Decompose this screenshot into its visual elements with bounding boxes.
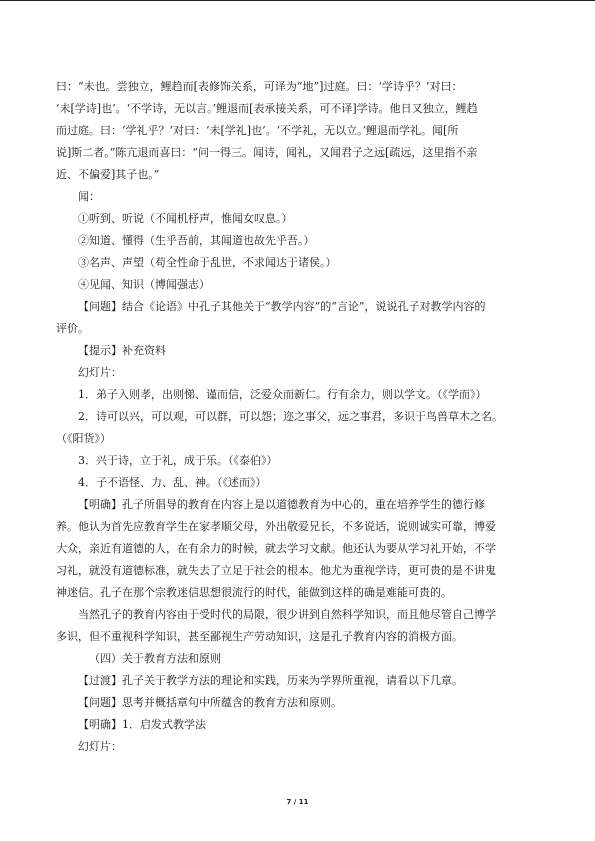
section-heading: （四）关于教育方法和原则 <box>89 652 221 665</box>
text-line: 养。他认为首先应教育学生在家孝顺父母，外出敬爱兄长，不多说话，说则诚实可靠，博爱 <box>56 520 496 533</box>
text-line: 说]斯二者。”陈亢退而喜曰：“问一得三。闻诗，闻礼，又闻君子之远[疏远，这里指不亲 <box>56 146 478 159</box>
page-top-border <box>0 0 595 1</box>
slide-item: 2．诗可以兴，可以观，可以群，可以怨；迩之事父，远之事君，多识于鸟兽草木之名。 <box>78 410 503 423</box>
answer-paragraph: 【明确】孔子所倡导的教育在内容上是以道德教育为中心的，重在培养学生的德行修 <box>78 498 485 511</box>
definition-item: ②知道、懂得（生乎吾前，其闻道也故先乎吾。） <box>78 234 315 247</box>
slide-item: 3．兴于诗，立于礼，成于乐。（《泰伯》） <box>78 454 278 467</box>
definition-item: ①听到、听说（不闻机杼声，惟闻女叹息。） <box>78 212 293 225</box>
text-line: 多识，但不重视科学知识，甚至鄙视生产劳动知识，这是孔子教育内容的消极方面。 <box>56 630 463 643</box>
text-line: 近、不偏爱]其子也。” <box>56 168 160 181</box>
text-line: ‘未[学诗]也’。‘不学诗，无以言。’鲤退而[表承接关系，可不译]学诗。他日又独立，鲤趋 <box>56 102 478 115</box>
definition-heading: 闻： <box>78 190 100 203</box>
definition-item: ③名声、声望（苟全性命于乱世，不求闻达于诸侯。） <box>78 256 337 269</box>
slide-item: 4．子不语怪、力、乱、神。（《述而》） <box>78 476 267 489</box>
text-line: 神迷信。孔子在那个宗教迷信思想很流行的时代，能做到这样的确是难能可贵的。 <box>56 586 452 599</box>
text-line: （《阳货》） <box>56 432 111 445</box>
slide-label: 幻灯片： <box>78 366 122 379</box>
question-paragraph: 【问题】思考并概括章句中所蕴含的教育方法和原则。 <box>78 696 342 709</box>
definition-item: ④见闻、知识（博闻强志） <box>78 278 210 291</box>
text-line: 习礼，就没有道德标准，就失去了立足于社会的根本。他尤为重视学诗，更可贵的是不讲鬼 <box>56 564 496 577</box>
document-body <box>56 76 540 758</box>
transition-paragraph: 【过渡】孔子关于教学方法的理论和实践，历来为学界所重视，请看以下几章。 <box>78 674 463 687</box>
text-line: 而过庭。曰：‘学礼乎？’对曰：‘未[学礼]也’。‘不学礼，无以立。’鲤退而学礼。闻[所 <box>56 124 459 137</box>
text-line: 评价。 <box>56 322 89 335</box>
slide-item: 1．弟子入则孝，出则悌、谨而信，泛爱众而新仁。行有余力，则以学文。（《学而》） <box>78 388 487 401</box>
page-number: 7 / 11 <box>286 798 309 806</box>
body-paragraph: 当然孔子的教育内容由于受时代的局限，很少讲到自然科学知识，而且他尽管自己博学 <box>78 608 496 621</box>
slide-label: 幻灯片： <box>78 740 122 753</box>
text-line: 曰：“未也。尝独立，鲤趋而[表修饰关系，可译为“地”]过庭。曰：‘学诗乎？’对曰： <box>56 80 463 93</box>
text-line: 大众，亲近有道德的人，在有余力的时候，就去学习文献。他还认为要从学习礼开始，不学 <box>56 542 496 555</box>
hint-heading: 【提示】补充资料 <box>78 344 166 357</box>
question-paragraph: 【问题】结合《论语》中孔子其他关于“教学内容”的“言论”，说说孔子对教学内容的 <box>78 300 486 313</box>
answer-paragraph: 【明确】1．启发式教学法 <box>78 718 206 731</box>
